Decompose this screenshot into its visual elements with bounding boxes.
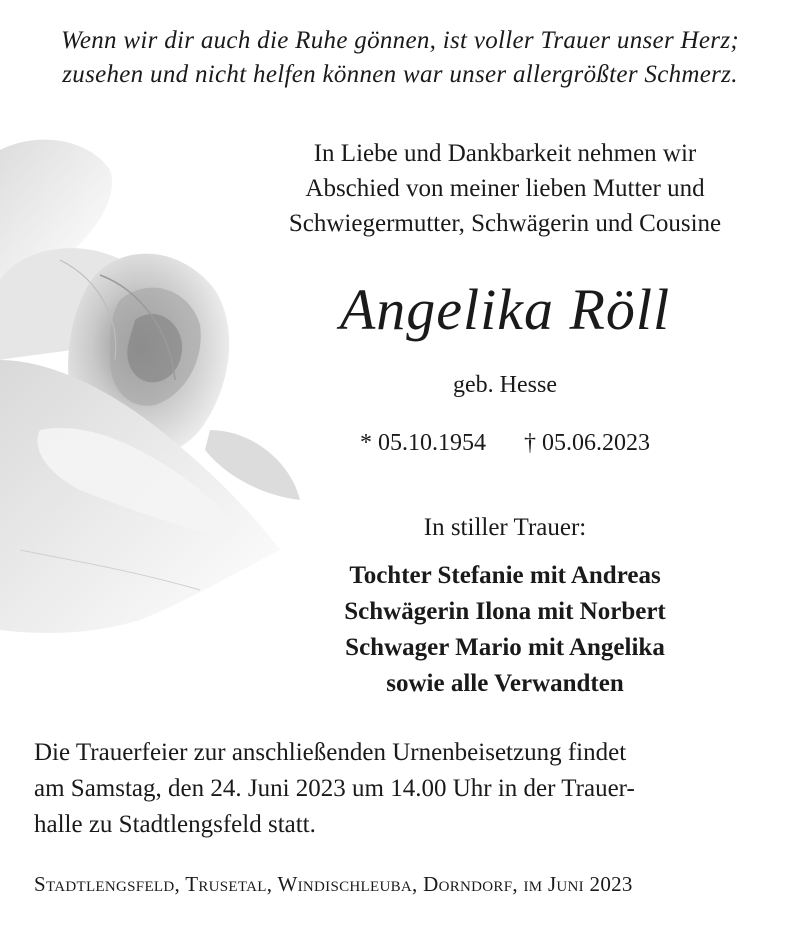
poem-verse [0,24,800,92]
life-dates [210,426,800,460]
places-and-date: Stadtlengsfeld, Trusetal, Windischleuba, Dorndorf, im Juni 2023 [34,872,633,896]
intro-line-3: Schwiegermutter, Schwägerin und Cousine [288,210,722,237]
maiden-name: geb. Hesse [453,372,557,398]
deceased-name: Angelika Röll [339,277,671,342]
intro-line-1: In Liebe und Dankbarkeit nehmen wir [313,140,697,167]
funeral-line-1: Die Trauerfeier zur anschließenden Urnenbeisetzung findet [34,739,627,766]
birth-date: * 05.10.1954 [360,430,486,456]
mourning-heading: In stiller Trauer: [423,514,587,541]
poem-line-1: Wenn wir dir auch die Ruhe gönnen, ist voller Trauer unser Herz; [61,27,739,54]
mourner-line: Tochter Stefanie mit Andreas [349,562,661,589]
poem-line-2: zusehen und nicht helfen können war unser allergrößter Schmerz. [62,61,738,88]
funeral-line-3: halle zu Stadtlengsfeld statt. [34,811,316,838]
funeral-line-2: am Samstag, den 24. Juni 2023 um 14.00 Uhr in der Trauer- [34,775,635,802]
funeral-notice [34,735,774,843]
mourner-line: sowie alle Verwandten [386,670,624,697]
mourner-line: Schwager Mario mit Angelika [345,634,665,661]
intro-line-2: Abschied von meiner lieben Mutter und [305,175,705,202]
mourners-list [210,558,800,702]
death-date: † 05.06.2023 [524,430,650,456]
intro-text [210,136,800,241]
mourner-line: Schwägerin Ilona mit Norbert [344,598,666,625]
